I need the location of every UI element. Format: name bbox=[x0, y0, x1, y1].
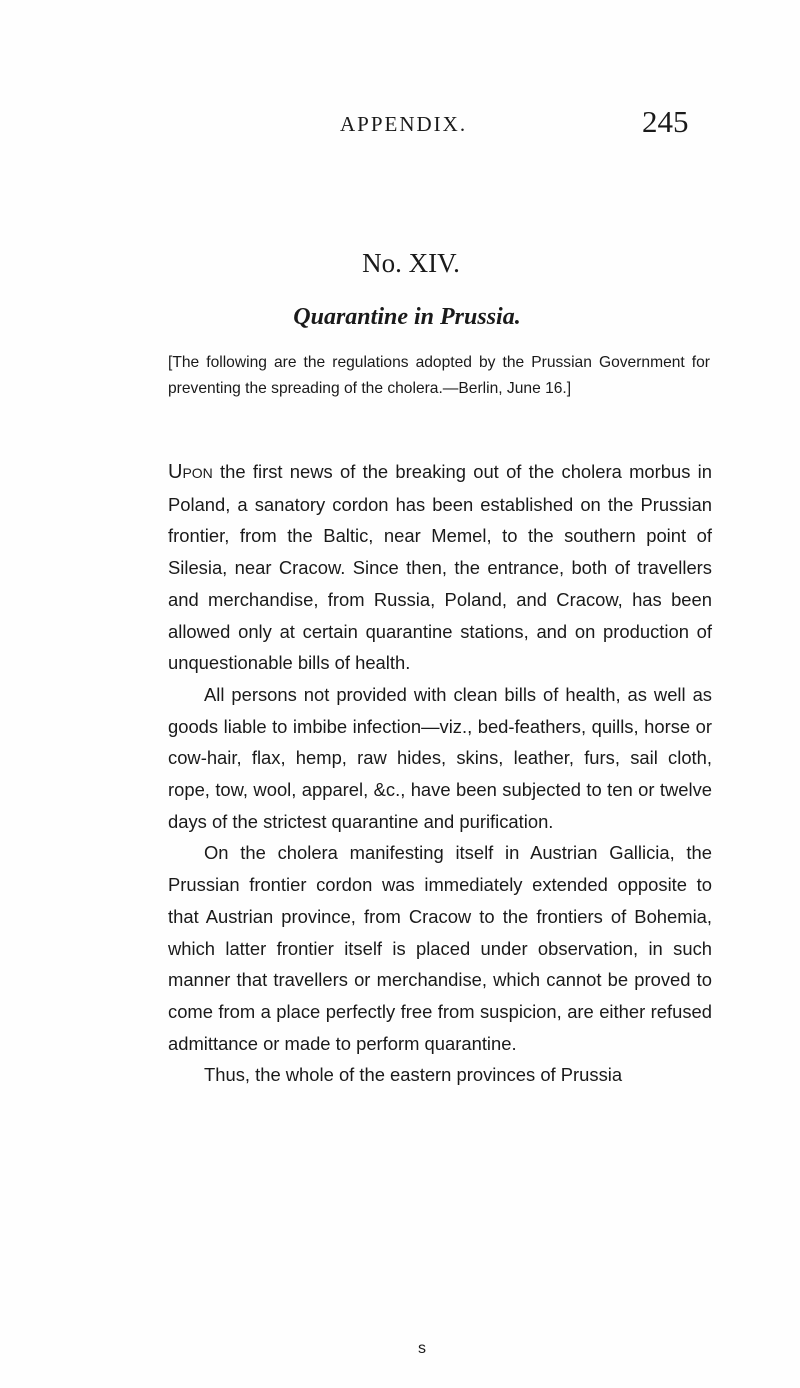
paragraph-1-text: the first news of the breaking out of the cholera morbus in Poland, a sanatory cordon has been established on the Prussian frontier, from the Baltic, near Memel, to the southern point of Silesia, near Cracow. Since then, the entrance, both of travellers and merchandise, from Russia, Poland, and Cracow, has been allowed only at certain quarantine stations, and on production of unquestionable bills of health. bbox=[168, 461, 712, 674]
signature-mark: s bbox=[418, 1340, 426, 1357]
opening-word: Upon bbox=[168, 461, 213, 483]
running-head bbox=[0, 104, 800, 144]
document-number: No. XIV. bbox=[362, 248, 460, 278]
body-text bbox=[168, 456, 712, 1091]
document-title: Quarantine in Prussia. bbox=[293, 304, 521, 330]
page-number: 245 bbox=[642, 104, 689, 139]
editor-note: [The following are the regulations adopted by the Prussian Government for preventing the spreading of the cholera.—Berlin, June 16.] bbox=[168, 354, 710, 397]
paragraph-4: Thus, the whole of the eastern provinces of Prussia bbox=[204, 1064, 623, 1086]
paragraph-2: All persons not provided with clean bills of health, as well as goods liable to imbibe infection—viz., bed-feathers, quills, horse or cow-hair, flax, hemp, raw hides, skins, leather, furs, sail cloth, rope, tow, wool, apparel, &c., have been subjected to ten or twelve days of the strictest quarantine and purification. bbox=[168, 683, 712, 832]
paragraph-3: On the cholera manifesting itself in Austrian Gallicia, the Prussian frontier cordon was immediately extended opposite to that Austrian province, from Cracow to the frontiers of Bohemia, which latter frontier itself is placed under observation, in such manner that travellers or merchandise, which cannot be proved to come from a place perfectly free from suspicion, are either refused admittance or made to perform quarantine. bbox=[168, 842, 712, 1054]
running-title: APPENDIX. bbox=[340, 112, 468, 136]
paragraph-1 bbox=[168, 456, 712, 679]
